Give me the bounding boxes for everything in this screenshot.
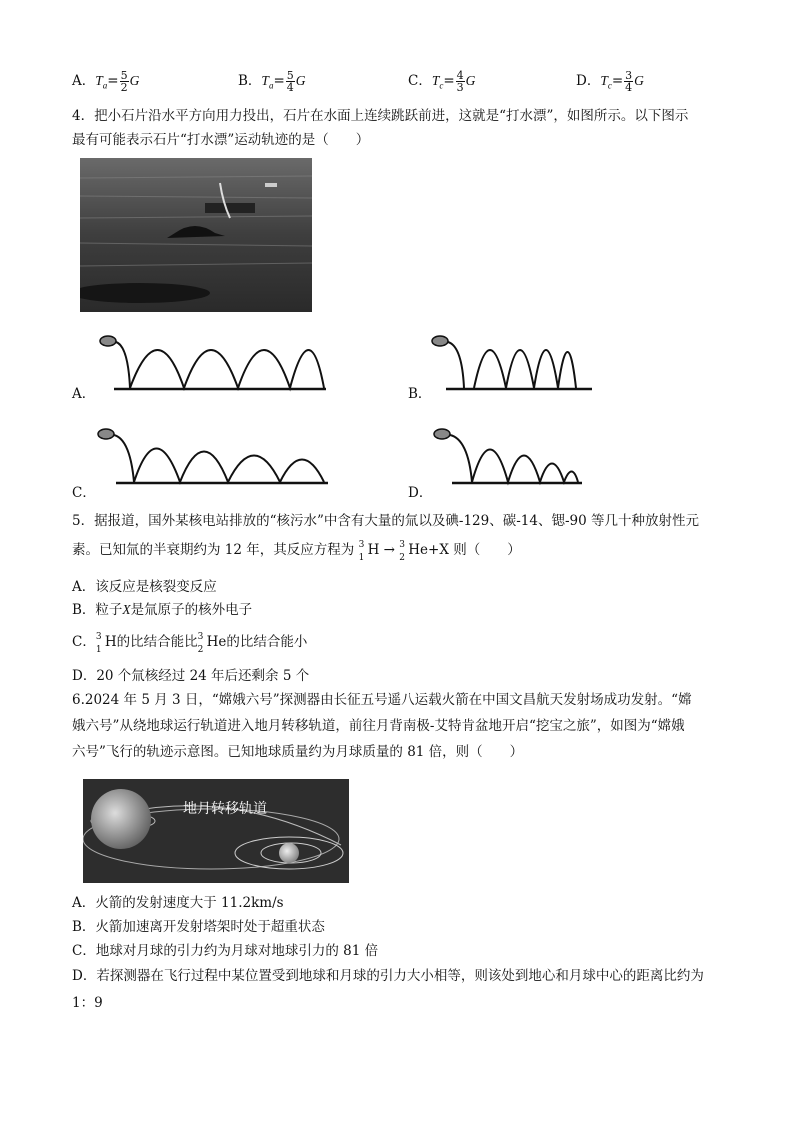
earth-moon-transfer-figure	[83, 779, 349, 883]
q6-stem-line2: 娥六号”从绕地球运行轨道进入地月转移轨道，前往月背南极-艾特肯盆地开启“挖宝之旅”，如图为“嫦娥	[72, 718, 685, 734]
trajectory-d	[430, 425, 590, 487]
q6-option-b: B．火箭加速离开发射塔架时处于超重状态	[72, 919, 325, 935]
trajectory-a	[98, 332, 330, 394]
q4-option-a-label: A．	[72, 386, 96, 402]
q5-option-b: B．粒子X是氚原子的核外电子	[72, 602, 253, 618]
q5-option-c: C． 3 1 H的比结合能比 3 2 He的比结合能小	[72, 632, 308, 655]
q5-option-a: A．该反应是核裂变反应	[72, 579, 217, 595]
q3-option-d: D．$T_c=$ $\frac{3}{4}$ G	[576, 69, 644, 94]
q6-option-d-continued: 1：9	[72, 995, 103, 1011]
q4-option-b-label: B．	[408, 386, 432, 402]
trajectory-b	[428, 332, 598, 394]
q5-stem-line1: 5．据报道，国外某核电站排放的“核污水”中含有大量的氚以及碘-129、碳-14、锶-90 等几十种放射性元	[72, 513, 699, 529]
q6-stem-line1: 6.2024 年 5 月 3 日，“嫦娥六号”探测器由长征五号遥八运载火箭在中国文昌航天发射场成功发射。“嫦	[72, 692, 692, 708]
q3-option-c: C．$T_c=$ $\frac{4}{3}$ G	[408, 69, 476, 94]
q4-option-d-label: D．	[408, 485, 433, 501]
q6-option-a: A．火箭的发射速度大于 11.2km/s	[72, 895, 284, 911]
q6-option-c: C．地球对月球的引力约为月球对地球引力的 81 倍	[72, 943, 379, 959]
q4-stem-line2: 最有可能表示石片“打水漂”运动轨迹的是（ ）	[72, 132, 370, 148]
q4-option-c-label: C．	[72, 485, 96, 501]
stone-skipping-photo	[80, 158, 312, 312]
q5-stem-line2: 素。已知氚的半衰期约为 12 年，其反应方程为 3 1 H → 3 2 He+X 则（ ）	[72, 540, 521, 563]
q6-option-d: D．若探测器在飞行过程中某位置受到地球和月球的引力大小相等，则该处到地心和月球中心的距离比约为	[72, 968, 704, 984]
figure-label: 地月转移轨道	[183, 801, 267, 817]
trajectory-c	[94, 425, 334, 487]
q6-stem-line3: 六号”飞行的轨迹示意图。已知地球质量约为月球质量的 81 倍，则（ ）	[72, 744, 524, 760]
q4-stem-line1: 4．把小石片沿水平方向用力投出，石片在水面上连续跳跃前进，这就是“打水漂”，如图所示。以下图示	[72, 108, 689, 124]
q5-option-d: D．20 个氚核经过 24 年后还剩余 5 个	[72, 668, 310, 684]
q3-option-a: A．$T_a=$ $\frac{5}{2}$ G	[72, 69, 140, 94]
q3-option-b: B．$T_a=$ $\frac{5}{4}$ G	[238, 69, 306, 94]
